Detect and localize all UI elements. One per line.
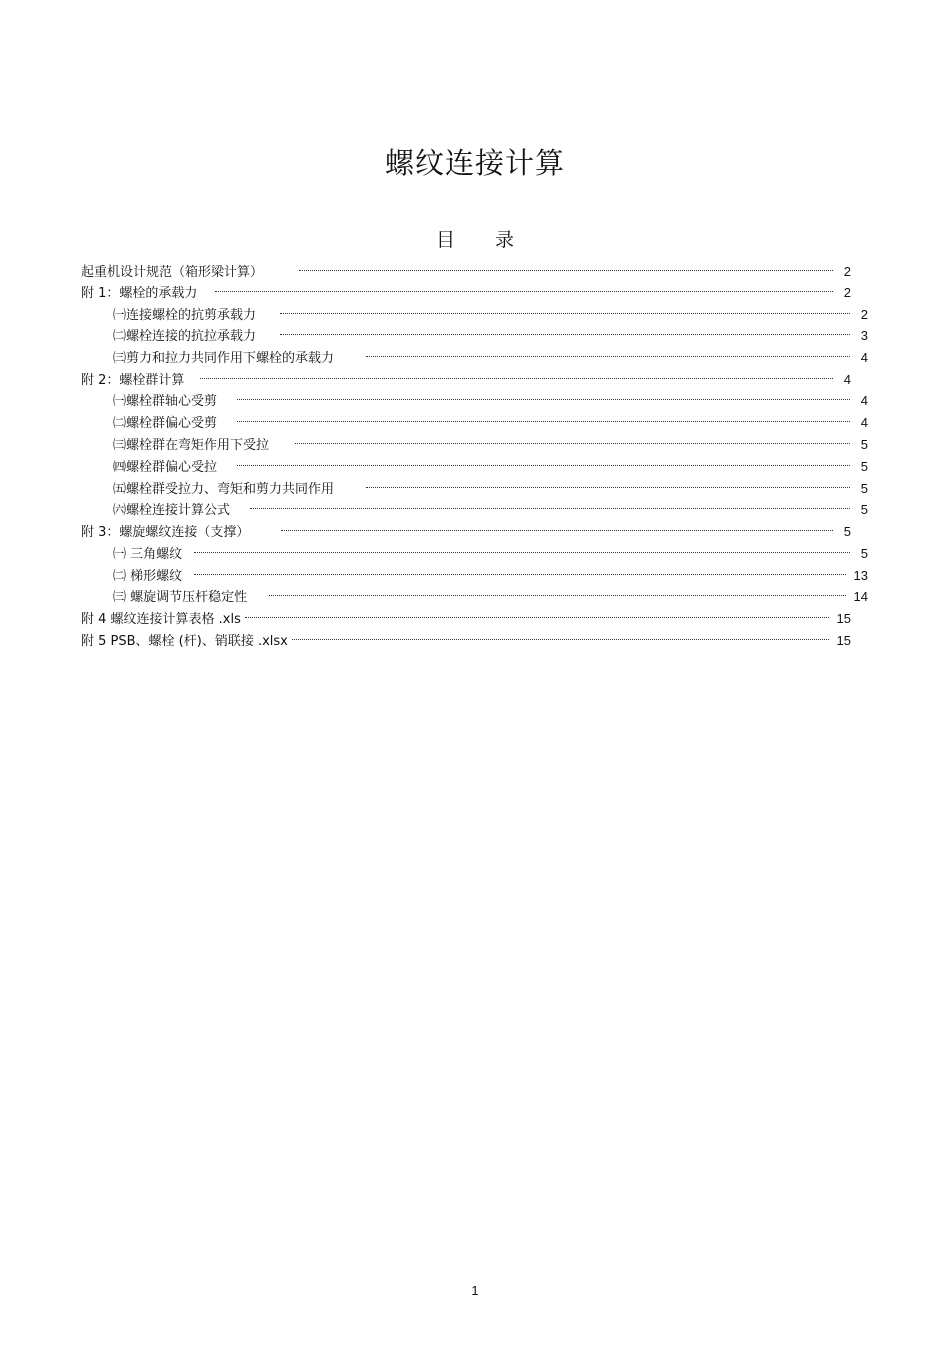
toc-entry-label: 附 5 PSB、螺栓 (杆)、销联接 .xlsx — [81, 634, 288, 649]
toc-leader — [269, 581, 845, 601]
toc-leader — [280, 320, 850, 340]
toc-entry[interactable] — [113, 342, 868, 366]
toc-leader — [292, 625, 829, 645]
toc-entry-page: 2 — [860, 307, 868, 322]
toc-leader — [295, 429, 850, 449]
toc-entry-label: ㈠连接螺栓的抗剪承载力 — [113, 308, 257, 323]
toc-entry-label: ㈢剪力和拉力共同作用下螺栓的承载力 — [113, 351, 335, 366]
toc-entry[interactable] — [81, 277, 851, 301]
toc-leader — [215, 277, 833, 297]
toc-heading-right: 录 — [495, 229, 515, 251]
toc-entry[interactable] — [81, 364, 851, 388]
toc-entry-label: 附 2：螺栓群计算 — [81, 373, 185, 388]
toc-entry-page: 5 — [860, 437, 868, 452]
document-title: 螺纹连接计算 — [384, 146, 565, 180]
toc-entry[interactable] — [113, 407, 868, 431]
toc-leader — [237, 407, 850, 427]
toc-entry-page: 4 — [843, 372, 851, 387]
toc-entry-page: 4 — [860, 350, 868, 365]
toc-entry-label: ㈢ 螺旋调节压杆稳定性 — [113, 590, 248, 605]
toc-heading-left: 目 — [435, 229, 455, 251]
toc-entry[interactable] — [113, 581, 868, 605]
toc-entry-label: 附 4 螺纹连接计算表格 .xls — [81, 612, 241, 627]
toc-entry-label: ㈡螺栓连接的抗拉承载力 — [113, 329, 257, 344]
toc-entry[interactable] — [81, 603, 851, 627]
toc-entry-label: ㈣螺栓群偏心受拉 — [113, 460, 218, 475]
toc-leader — [237, 385, 850, 405]
toc-leader — [194, 538, 850, 558]
toc-entry[interactable] — [113, 451, 868, 475]
toc-entry-page: 5 — [860, 546, 868, 561]
toc-entry-page: 15 — [836, 633, 851, 648]
toc-entry-label: ㈢螺栓群在弯矩作用下受拉 — [113, 438, 270, 453]
toc-leader — [299, 256, 833, 276]
toc-leader — [237, 451, 850, 471]
toc-entry[interactable] — [113, 385, 868, 409]
toc-entry-page: 5 — [860, 481, 868, 496]
toc-entry-label: ㈥螺栓连接计算公式 — [113, 503, 231, 518]
toc-leader — [200, 364, 833, 384]
toc-leader — [366, 342, 850, 362]
page-number: 1 — [471, 1283, 479, 1298]
toc-entry-page: 4 — [860, 393, 868, 408]
toc-entry[interactable] — [113, 538, 868, 562]
toc-leader — [245, 603, 829, 623]
toc-heading — [0, 225, 950, 252]
toc-leader — [281, 516, 833, 536]
toc-entry-label: 附 1：螺栓的承载力 — [81, 286, 198, 301]
toc-entry-label: ㈡螺栓群偏心受剪 — [113, 416, 218, 431]
toc-entry-page: 3 — [860, 328, 868, 343]
toc-entry-page: 15 — [836, 611, 851, 626]
toc-entry-label: ㈤螺栓群受拉力、弯矩和剪力共同作用 — [113, 482, 335, 497]
toc-entry-label: 起重机设计规范（箱形梁计算） — [81, 265, 264, 280]
toc-entry[interactable] — [81, 256, 851, 280]
toc-entry-page: 5 — [860, 459, 868, 474]
toc-entry-label: 附 3：螺旋螺纹连接（支撑） — [81, 525, 250, 540]
toc-leader — [366, 473, 850, 493]
toc-entry-page: 5 — [843, 524, 851, 539]
toc-entry-page: 13 — [853, 568, 868, 583]
toc-entry[interactable] — [113, 473, 868, 497]
toc-leader — [194, 560, 845, 580]
toc-entry[interactable] — [113, 320, 868, 344]
toc-entry[interactable] — [113, 494, 868, 518]
toc-entry-page: 5 — [860, 502, 868, 517]
toc-entry-page: 14 — [853, 589, 868, 604]
toc-entry[interactable] — [81, 625, 851, 649]
toc-entry[interactable] — [113, 299, 868, 323]
toc-entry-label: ㈠螺栓群轴心受剪 — [113, 394, 218, 409]
toc-entry-page: 2 — [843, 285, 851, 300]
toc-entry[interactable] — [81, 516, 851, 540]
toc-entry[interactable] — [113, 560, 868, 584]
toc-entry-label: ㈠ 三角螺纹 — [113, 547, 183, 562]
toc-leader — [280, 299, 850, 319]
toc-entry[interactable] — [113, 429, 868, 453]
toc-leader — [250, 494, 850, 514]
toc-entry-page: 4 — [860, 415, 868, 430]
toc-entry-page: 2 — [843, 264, 851, 279]
toc-entry-label: ㈡ 梯形螺纹 — [113, 569, 183, 584]
